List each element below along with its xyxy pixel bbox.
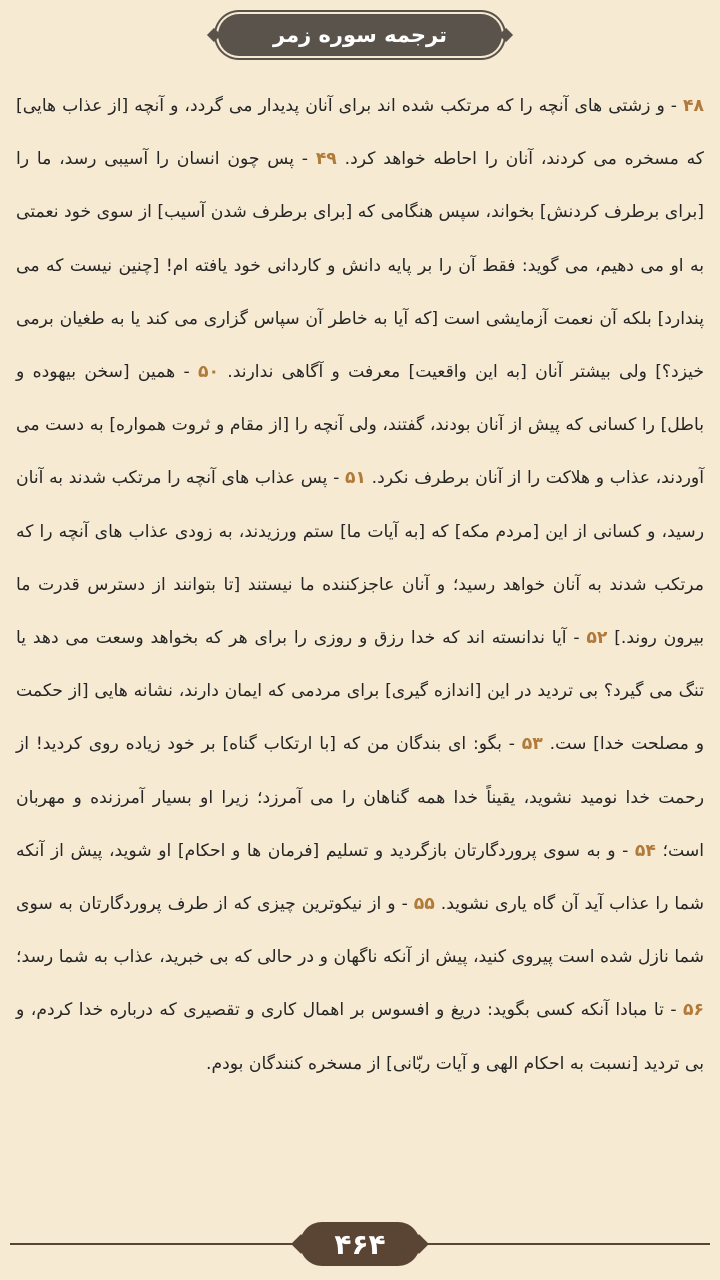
verse-number: ۵۰ (197, 362, 219, 383)
verse-text: - و به سوی پروردگارتان بازگردید و تسلیم [فرمان ها و احکام] او شوید، پیش از آنکه شما را عذاب آید آن گاه یاری نشوید. (16, 840, 704, 915)
verse-number: ۵۲ (586, 628, 608, 649)
verse-text: - پس چون انسان را آسیبی رسد، ما را [برای برطرف کردنش] بخواند، سپس هنگامی که [برای برطرف شدن آسیب] از سوی خود نعمتی به او می دهیم، می گوید: فقط آن را بر پایه دانش و کاردانی خود یافته ام! [چنین نیست که می پندارد] بلکه آن نعمت آزمایشی است [که آیا به خاطر آن سپاس گزاری می کند یا به طغیان برمی خیزد؟] ولی بیشتر آنان [به این واقعیت] معرفت و آگاهی ندارند. (16, 149, 704, 383)
page-number: ۴۶۴ (334, 1227, 386, 1261)
verse-number: ۵۳ (521, 734, 543, 755)
verse-text: - پس عذاب های آنچه را مرتکب شدند به آنان رسید، و کسانی از این [مردم مکه] که [به آیات ما] ستم ورزیدند، به زودی عذاب های آنچه را که مرتکب شدند به آنان خواهد رسید؛ و آنان عاجزکننده ما نیستند [تا بتوانند از دسترس قدرت ما بیرون روند.] (16, 468, 704, 649)
page-title: ترجمه سوره زمر (273, 23, 447, 47)
verse-text: - آیا ندانسته اند که خدا رزق و روزی را برای هر که بخواهد وسعت می دهد یا تنگ می گیرد؟ بی تردید در این [اندازه گیری] برای مردمی که ایمان دارند، نشانه هایی [از حکمت و مصلحت خدا] ست. (16, 628, 705, 755)
verse-text: - و زشتی های آنچه را که مرتکب شده اند برای آنان پدیدار می گردد، و آنچه [از عذاب هایی] که مسخره می کردند، آنان را احاطه خواهد کرد. (16, 96, 704, 170)
verse-text: - و از نیکوترین چیزی که از طرف پروردگارتان به سوی شما نازل شده است پیروی کنید، پیش از آنکه ناگهان و در حالی که بی خبرید، عذاب به شما رسد؛ (16, 894, 704, 968)
page-number-badge (300, 1222, 420, 1266)
verse-text: - بگو: ای بندگان من که [با ارتکاب گناه] بر خود زیاده روی کردید! از رحمت خدا نومید نشوید، یقیناً خدا همه گناهان را می آمرزد؛ زیرا او بسیار آمرزنده و مهربان است؛ (16, 734, 705, 861)
footer-divider-left (10, 1243, 302, 1245)
verse-number: ۴۹ (315, 149, 337, 170)
verse-number: ۵۱ (345, 468, 366, 489)
verse-56 (16, 1000, 704, 1073)
verse-number: ۴۸ (683, 96, 704, 116)
verse-number: ۵۶ (683, 1000, 704, 1021)
verse-text: - تا مبادا آنکه کسی بگوید: دریغ و افسوس بر اهمال کاری و تقصیری که درباره خدا کردم، و بی تردید [نسبت به احکام الهی و آیات ربّانی] از مسخره کنندگان بودم. (16, 1000, 704, 1074)
verse-number: ۵۴ (634, 840, 656, 861)
verse-49 (16, 149, 704, 382)
verse-number: ۵۵ (413, 894, 435, 915)
verse-text: - همین [سخن بیهوده و باطل] را کسانی که پیش از آنان بودند، گفتند، ولی آنچه را [از مقام و ثروت همواره] به دست می آوردند، عذاب و هلاکت را از آنان برطرف نکرد. (16, 362, 705, 489)
title-banner (218, 14, 502, 56)
footer-divider-right (418, 1243, 710, 1245)
translation-text (16, 80, 704, 1091)
verse-51 (16, 468, 704, 648)
